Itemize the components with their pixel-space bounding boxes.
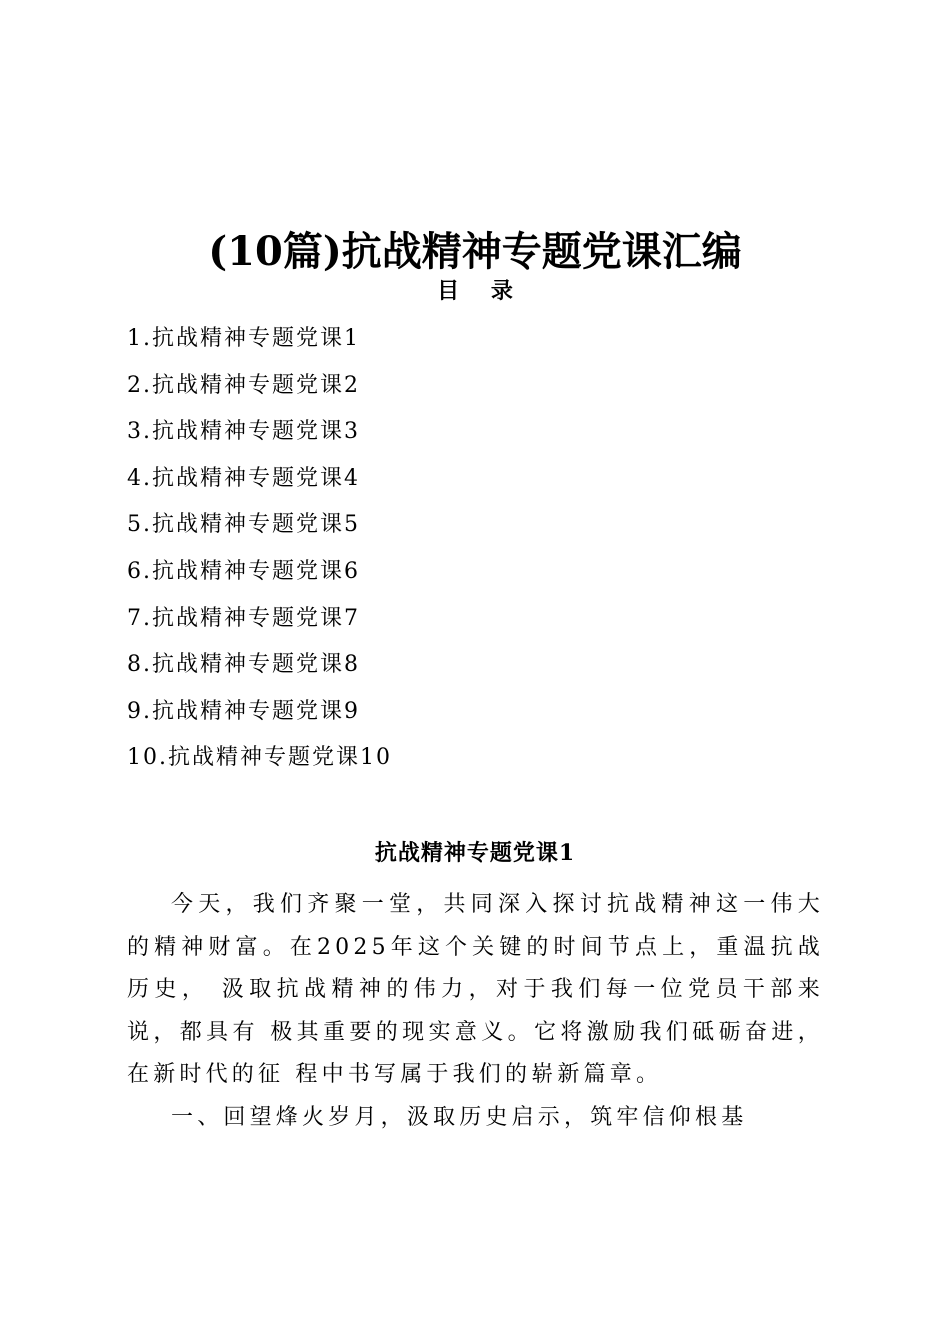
paragraph-heading-1: 一、回望烽火岁月，汲取历史启示，筑牢信仰根基 <box>171 1104 748 1130</box>
toc-item-9: 9.抗战精神专题党课9 <box>127 698 360 724</box>
body-text <box>127 884 824 1139</box>
section-title: 抗战精神专题党课1 <box>374 840 576 866</box>
table-of-contents <box>127 316 827 782</box>
toc-item-1: 1.抗战精神专题党课1 <box>127 326 360 351</box>
toc-item-8: 8.抗战精神专题党课8 <box>127 652 360 678</box>
toc-item-2: 2.抗战精神专题党课2 <box>127 372 360 398</box>
paragraph-intro: 今天，我们齐聚一堂，共同深入探讨抗战精神这一伟大的精神财富。在2025年这个关键的时间节点上，重温抗战历史， 汲取抗战精神的伟力，对于我们每一位党员干部来说，都具有 极其重要的现实意义。它将激励我们砥砺奋进，在新时代的征 程中书写属于我们的崭新篇章。 <box>127 892 824 1087</box>
toc-item-6: 6.抗战精神专题党课6 <box>127 558 360 584</box>
toc-item-10: 10.抗战精神专题党课10 <box>127 745 392 771</box>
toc-item-4: 4.抗战精神专题党课4 <box>127 465 360 491</box>
toc-item-7: 7.抗战精神专题党课7 <box>127 605 360 631</box>
toc-heading: 目 录 <box>437 278 525 304</box>
document-title: (10篇)抗战精神专题党课汇编 <box>208 228 742 275</box>
toc-item-3: 3.抗战精神专题党课3 <box>127 419 360 445</box>
toc-item-5: 5.抗战精神专题党课5 <box>127 512 360 538</box>
